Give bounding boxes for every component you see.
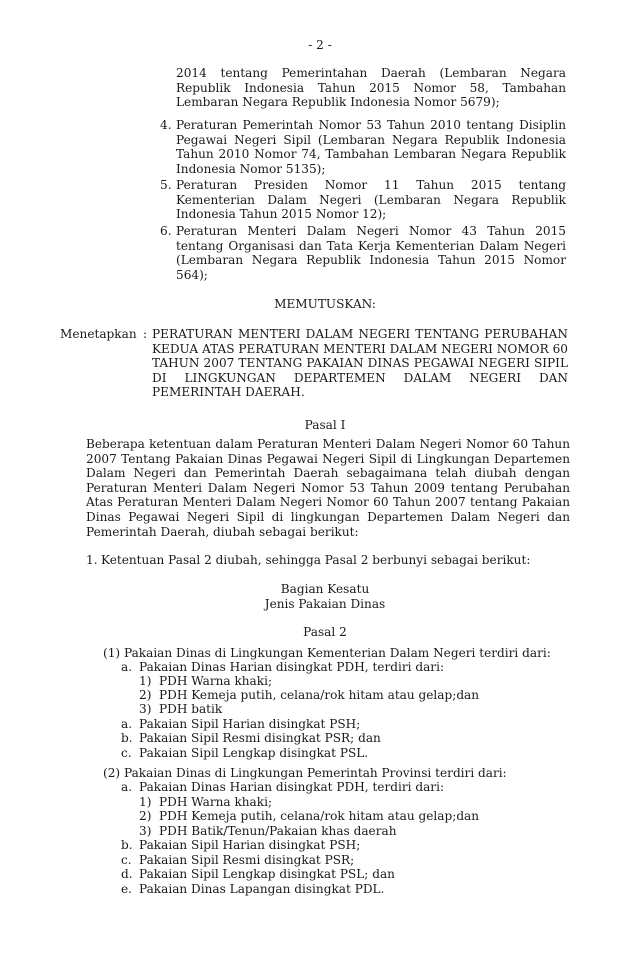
list-text: Pakaian Dinas Harian disingkat PDH, terdiri dari:: [139, 660, 445, 674]
list-letter: c.: [121, 746, 132, 760]
section-1-heading: (1) Pakaian Dinas di Lingkungan Kementerian Dalam Negeri terdiri dari:: [103, 646, 551, 660]
consideration-text: Peraturan Menteri Dalam Negeri Nomor 43 Tahun 2015 tentang Organisasi dan Tata Kerja Kementerian Dalam Negeri (Lembaran Negara Republik Indonesia Tahun 2015 Nomor 564);: [176, 224, 566, 282]
menetapkan-text: PERATURAN MENTERI DALAM NEGERI TENTANG PERUBAHAN KEDUA ATAS PERATURAN MENTERI DALAM NEGERI NOMOR 60 TAHUN 2007 TENTANG PAKAIAN DINAS PEGAWAI NEGERI SIPIL DI LINGKUNGAN DEPARTEMEN DALAM NEGERI DAN PEMERINTAH DAERAH.: [152, 327, 568, 400]
list-text: Pakaian Sipil Resmi disingkat PSR;: [139, 853, 355, 867]
consideration-text: Peraturan Presiden Nomor 11 Tahun 2015 tentang Kementerian Dalam Negeri (Lembaran Negara Republik Indonesia Tahun 2015 Nomor 12);: [176, 178, 566, 222]
list-text: Pakaian Sipil Resmi disingkat PSR; dan: [139, 731, 381, 745]
consideration-number: 6.: [160, 224, 172, 238]
list-letter: b.: [121, 731, 133, 745]
sub-text: PDH Kemeja putih, celana/rok hitam atau gelap;dan: [159, 809, 480, 823]
pasal-i-paragraph: Beberapa ketentuan dalam Peraturan Menteri Dalam Negeri Nomor 60 Tahun 2007 Tentang Pakaian Dinas Pegawai Negeri Sipil di Lingkungan Departemen Dalam Negeri dan Pemerintah Daerah sebagaimana telah diubah dengan Peraturan Menteri Dalam Negeri Nomor 53 Tahun 2009 tentang Perubahan Atas Peraturan Menteri Dalam Negeri Nomor 60 Tahun 2007 tentang Pakaian Dinas Pegawai Negeri Sipil di lingkungan Departemen Dalam Negeri dan Pemerintah Daerah, diubah sebagai berikut:: [86, 437, 570, 539]
list-letter: b.: [121, 838, 133, 852]
menetapkan-label: Menetapkan: [60, 327, 137, 341]
pasal-i-title: Pasal I: [304, 418, 346, 432]
sub-text: PDH batik: [159, 702, 223, 716]
sub-number: 3): [139, 824, 152, 838]
bagian-title: Bagian Kesatu: [280, 582, 370, 596]
list-letter: a.: [121, 660, 133, 674]
list-text: Pakaian Dinas Harian disingkat PDH, terdiri dari:: [139, 780, 445, 794]
menetapkan-colon: :: [143, 327, 148, 341]
consideration-number: 4.: [160, 118, 172, 132]
page-number: - 2 -: [308, 38, 332, 52]
list-text: Pakaian Sipil Lengkap disingkat PSL; dan: [139, 867, 395, 881]
list-text: Pakaian Sipil Harian disingkat PSH;: [139, 838, 361, 852]
sub-number: 2): [139, 809, 152, 823]
item-text: Ketentuan Pasal 2 diubah, sehingga Pasal 2 berbunyi sebagai berikut:: [101, 553, 531, 567]
sub-number: 1): [139, 674, 152, 688]
consideration-text: Peraturan Pemerintah Nomor 53 Tahun 2010 tentang Disiplin Pegawai Negeri Sipil (Lembaran Negara Republik Indonesia Tahun 2010 Nomor 74, Tambahan Lembaran Negara Republik Indonesia Nomor 5135);: [176, 118, 566, 176]
sub-number: 1): [139, 795, 152, 809]
sub-text: PDH Warna khaki;: [159, 674, 273, 688]
consideration-number: 5.: [160, 178, 172, 192]
sub-text: PDH Warna khaki;: [159, 795, 273, 809]
memutuskan-heading: MEMUTUSKAN:: [274, 297, 376, 311]
sub-text: PDH Kemeja putih, celana/rok hitam atau gelap;dan: [159, 688, 480, 702]
list-letter: a.: [121, 780, 133, 794]
pasal-2-title: Pasal 2: [303, 625, 347, 639]
list-text: Pakaian Sipil Harian disingkat PSH;: [139, 717, 361, 731]
list-text: Pakaian Sipil Lengkap disingkat PSL.: [139, 746, 369, 760]
sub-number: 2): [139, 688, 152, 702]
list-letter: d.: [121, 867, 133, 881]
section-2-heading: (2) Pakaian Dinas di Lingkungan Pemerintah Provinsi terdiri dari:: [103, 766, 507, 780]
sub-text: PDH Batik/Tenun/Pakaian khas daerah: [159, 824, 397, 838]
bagian-subtitle: Jenis Pakaian Dinas: [264, 597, 386, 611]
sub-number: 3): [139, 702, 152, 716]
item-number: 1.: [86, 553, 98, 567]
list-text: Pakaian Dinas Lapangan disingkat PDL.: [139, 882, 385, 896]
consideration-continuation: 2014 tentang Pemerintahan Daerah (Lembaran Negara Republik Indonesia Tahun 2015 Nomor 58, Tambahan Lembaran Negara Republik Indonesia Nomor 5679);: [176, 66, 566, 110]
list-letter: c.: [121, 853, 132, 867]
list-letter: a.: [121, 717, 133, 731]
list-letter: e.: [121, 882, 133, 896]
